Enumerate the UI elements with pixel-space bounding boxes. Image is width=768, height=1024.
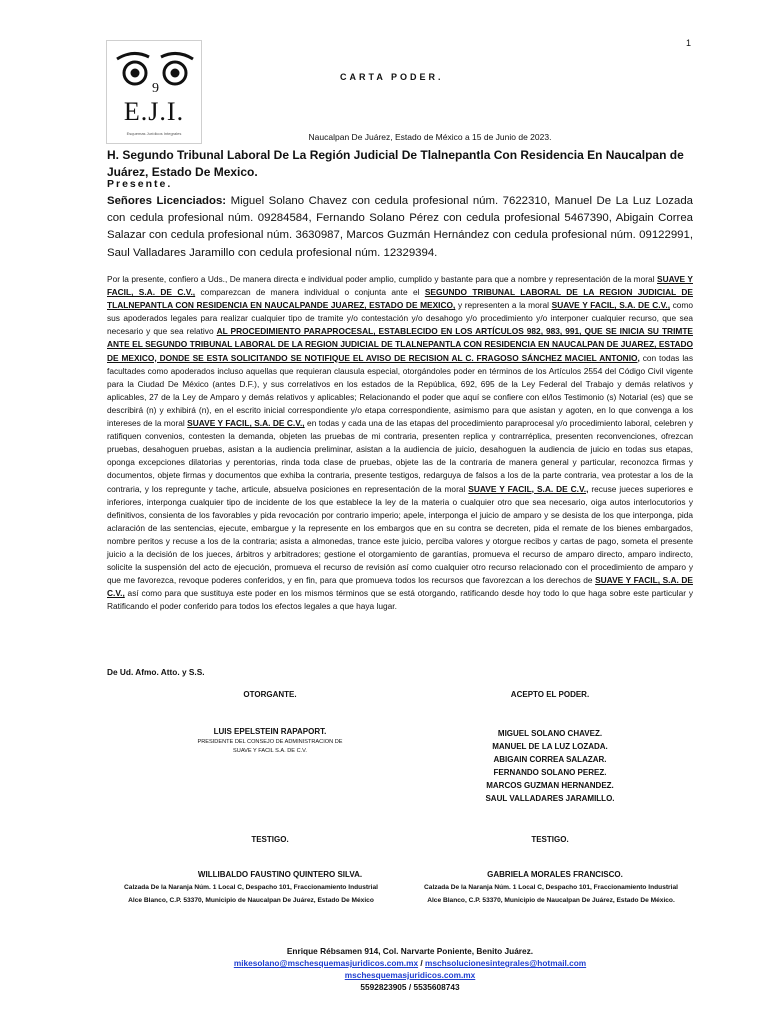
company-name: SUAVE Y FACIL, S.A. DE C.V., — [107, 274, 693, 298]
dateline: Naucalpan De Juárez, Estado de México a 15 de Junio de 2023. — [308, 132, 552, 142]
attorney-signatures — [460, 727, 640, 806]
acepto-heading: ACEPTO EL PODER. — [510, 690, 590, 699]
website-link[interactable]: mschesquemasjuridicos.com.mx — [344, 970, 476, 980]
logo-tagline: Esquemas Jurídicos Integrales — [126, 131, 182, 136]
closing: De Ud. Afmo. Atto. y S.S. — [107, 667, 205, 677]
grantor-role — [160, 738, 380, 756]
witness-2-address — [405, 882, 697, 907]
document-title: CARTA PODER. — [340, 72, 444, 82]
body-text: comparezcan de manera individual o conjunta ante el — [195, 287, 425, 298]
company-name: SUAVE Y FACIL, S.A. DE C.V., — [187, 418, 305, 429]
body-text: Por la presente, confiero a Uds., De manera directa e individual poder amplio, cumplido y bastante para que a nombre y representación de la moral — [107, 274, 657, 284]
email-separator: / — [418, 958, 425, 968]
company-name: SUAVE Y FACIL, S.A. DE C.V., — [551, 300, 671, 311]
attorney-signature: MANUEL DE LA LUZ LOZADA. — [492, 742, 608, 752]
witness-1-heading: TESTIGO. — [251, 835, 289, 844]
owl-eyes-emblem-icon — [111, 49, 199, 93]
court-name: SEGUNDO TRIBUNAL LABORAL DE LA REGION JUDICIAL DE TLALNEPANTLA CON RESIDENCIA EN NAUCALPANDE JUAREZ, ESTADO DE MEXICO, — [107, 287, 693, 311]
attorneys-text: Miguel Solano Chavez con cedula profesional núm. 7622310, Manuel De La Luz Lozada con cedula profesional núm. 09284584, Fernando Solano Pérez con cedula profesional 5467390, Abigain Correa Salazar con cedula profesional núm. 3630987, Marcos Guzmán Hernández con cedula profesional núm. 09122991, Saul Valladares Jaramillo con cedula profesional núm. 12329394. — [107, 195, 693, 259]
attorney-signature: SAUL VALLADARES JARAMILLO. — [485, 794, 615, 804]
company-name: SUAVE Y FACIL, S.A. DE C.V., — [468, 483, 589, 494]
grantor-name: LUIS EPELSTEIN RAPAPORT. — [213, 727, 327, 736]
attorney-signature: ABIGAIN CORREA SALAZAR. — [493, 755, 607, 765]
presente: Presente. — [107, 178, 173, 190]
attorney-signature: FERNANDO SOLANO PEREZ. — [493, 768, 607, 778]
witness-2-heading: TESTIGO. — [531, 835, 569, 844]
otorgante-heading: OTORGANTE. — [243, 690, 297, 699]
address-line: Calzada De la Naranja Núm. 1 Local C, Despacho 101, Fraccionamiento Industrial — [424, 884, 678, 891]
body-paragraph — [107, 273, 693, 613]
procedure-description: AL PROCEDIMIENTO PARAPROCESAL, ESTABLECIDO EN LOS ARTÍCULOS 982, 983, 991, QUE SE INICIA SU TRIMTE ANTE EL SEGUNDO TRIBUNAL LABORAL DE LA REGION JUDICIAL DE TLALNEPANTLA CON RESIDENCIA EN NAUCALPAN DE JUAREZ, ESTADO DE MEXICO, DONDE SE ESTA SOLICITANDO SE NOTIFIQUE EL AVISO DE RECISION AL C. FRAGOSO SÁNCHEZ MACIEL ANTONIO, — [107, 326, 693, 363]
body-text: y representen a la moral — [455, 300, 552, 311]
grantor-role-line: PRESIDENTE DEL CONSEJO DE ADMINISTRACION DE — [197, 739, 343, 745]
footer — [150, 945, 670, 993]
address-line: Alce Blanco, C.P. 53370, Municipio de Naucalpan De Juárez, Estado De México. — [427, 896, 675, 904]
attorney-signature: MIGUEL SOLANO CHAVEZ. — [497, 729, 603, 738]
witness-2-name: GABRIELA MORALES FRANCISCO. — [487, 870, 623, 879]
attorneys-paragraph — [107, 193, 693, 262]
attorney-signature: MARCOS GUZMAN HERNANDEZ. — [486, 781, 614, 791]
attorneys-label: Señores Licenciados: — [107, 195, 227, 207]
witness-1-name: WILLIBALDO FAUSTINO QUINTERO SILVA. — [197, 870, 363, 879]
company-name: SUAVE Y FACIL, S.A. DE C.V., — [107, 575, 693, 599]
body-text: como sus apoderados legales para realizar cualquier tipo de tramite y/o contestación y/o desahogo y/o procedimiento y/o interponer cualquier recurso, que sea necesario y que sea relativo — [107, 300, 694, 337]
witness-1-address — [106, 882, 396, 907]
logo — [106, 40, 202, 144]
logo-brand: E.J.I. — [123, 97, 185, 126]
email-link[interactable]: mikesolano@mschesquemasjuridicos.com.mx — [233, 958, 419, 968]
body-text: con todas las facultades como apoderados incluso aquellas que requieran clausula especial, otorgándoles poder en términos de los Artículos 2554 del Código Civil vigente para la Ciudad De México (antes D.F.), y sus correlativos en los estados de la República, 692, 695 de la Ley Federal del Trabajo y demás relativos y aplicables, 27 de la Ley de Amparo y demás relativos y aplicables; Relacionando el poder que aquí se confiere con el/los Testimonio (s) Notarial (es) que se describirá (n) y exhibirá (n), en el escrito inicial correspondiente y/o etapa correspondiente, asimismo para que asistan y agoten, en lo que convenga a los intereses de la moral — [107, 352, 693, 429]
footer-address: Enrique Rébsamen 914, Col. Narvarte Poniente, Benito Juárez. — [286, 946, 534, 956]
body-text: así como para que sustituya este poder en los mismos términos que se está otorgando, ratificando desde hoy todo lo que haga sobre este particular y Ratificando el poder conferido para todos los efectos legales a que haya lugar. — [107, 588, 693, 612]
footer-emails — [150, 957, 670, 969]
footer-phones: 5592823905 / 5535608743 — [360, 982, 460, 992]
addressee: H. Segundo Tribunal Laboral De La Región Judicial De Tlalnepantla Con Residencia En Naucalpan de Juárez, Estado De Mexico. — [107, 148, 684, 179]
body-text: en todas y cada una de las etapas del procedimiento paraprocesal y/o procedimiento laboral, celebren y ratifiquen convenios, contesten la demanda, objeten las pruebas de mi contraria, presenten replica y contrarréplica, presenten reconvenciones, ofrezcan pruebas, desahoguen pruebas, asistan a la audiencia preliminar, asistan a la audiencia de juicio, desahoguen la audiencia de juicio en todas sus etapas, oponga excepciones dilatorias y perentorias, rinda toda clase de pruebas, objete las de la contraria de manera general y particular, reconozca firmas y documentos, objete firmas y documentos que exhiba la contraria, presente testigos, redarguya de falsos a los de la parte contraria, vea protestar a los de la contraria, y los repregunte y tache, articule, absuelva posiciones en representación de la moral — [107, 418, 693, 494]
address-line: Alce Blanco, C.P. 53370, Municipio de Naucalpan De Juárez, Estado De México — [128, 896, 374, 904]
grantor-role-line: SUAVE Y FACIL S.A. DE C.V. — [233, 748, 307, 754]
email-link[interactable]: mschsolucionesintegrales@hotmail.com — [425, 958, 587, 968]
page-number: 1 — [686, 38, 692, 48]
address-line: Calzada De la Naranja Núm. 1 Local C, Despacho 101, Fraccionamiento Industrial — [124, 884, 378, 891]
body-text: recuse jueces superiores e inferiores, interponga cualquier tipo de incidente de los que establece la ley de la materia o cualquier otro que sea necesario, oiga autos interlocutorios y definitivos, consienta de los favorables y pida revocación por contrario imperio; apele, interponga el juicio de amparo y se desista de los que interponga, pida aclaración de las sentencias, ejecute, embargue y la represente en los embargos que en su contra se decreten, pida el remate de los bienes embargados, nombre peritos y recuse a los de la contraria; asista a almonedas, trance este juicio, perciba valores y otorgue recibos y cartas de pago, someta el presente juicio a la decisión de los jueces, árbitros y arbitradores; gestione el otorgamiento de garantías, promueva el recurso de amparo directo, amparo indirecto, solicite la suspensión del acto de ejecución, promueva el recurso de revisión así como cualquier otro recurso relacionado con el procedimiento de amparo y que me favorezca, revoque poderes conferidos, y en fin, para que promueva todos los recursos que favorezcan a los derechos de — [107, 483, 693, 586]
emblem-digit: 9 — [152, 81, 159, 93]
